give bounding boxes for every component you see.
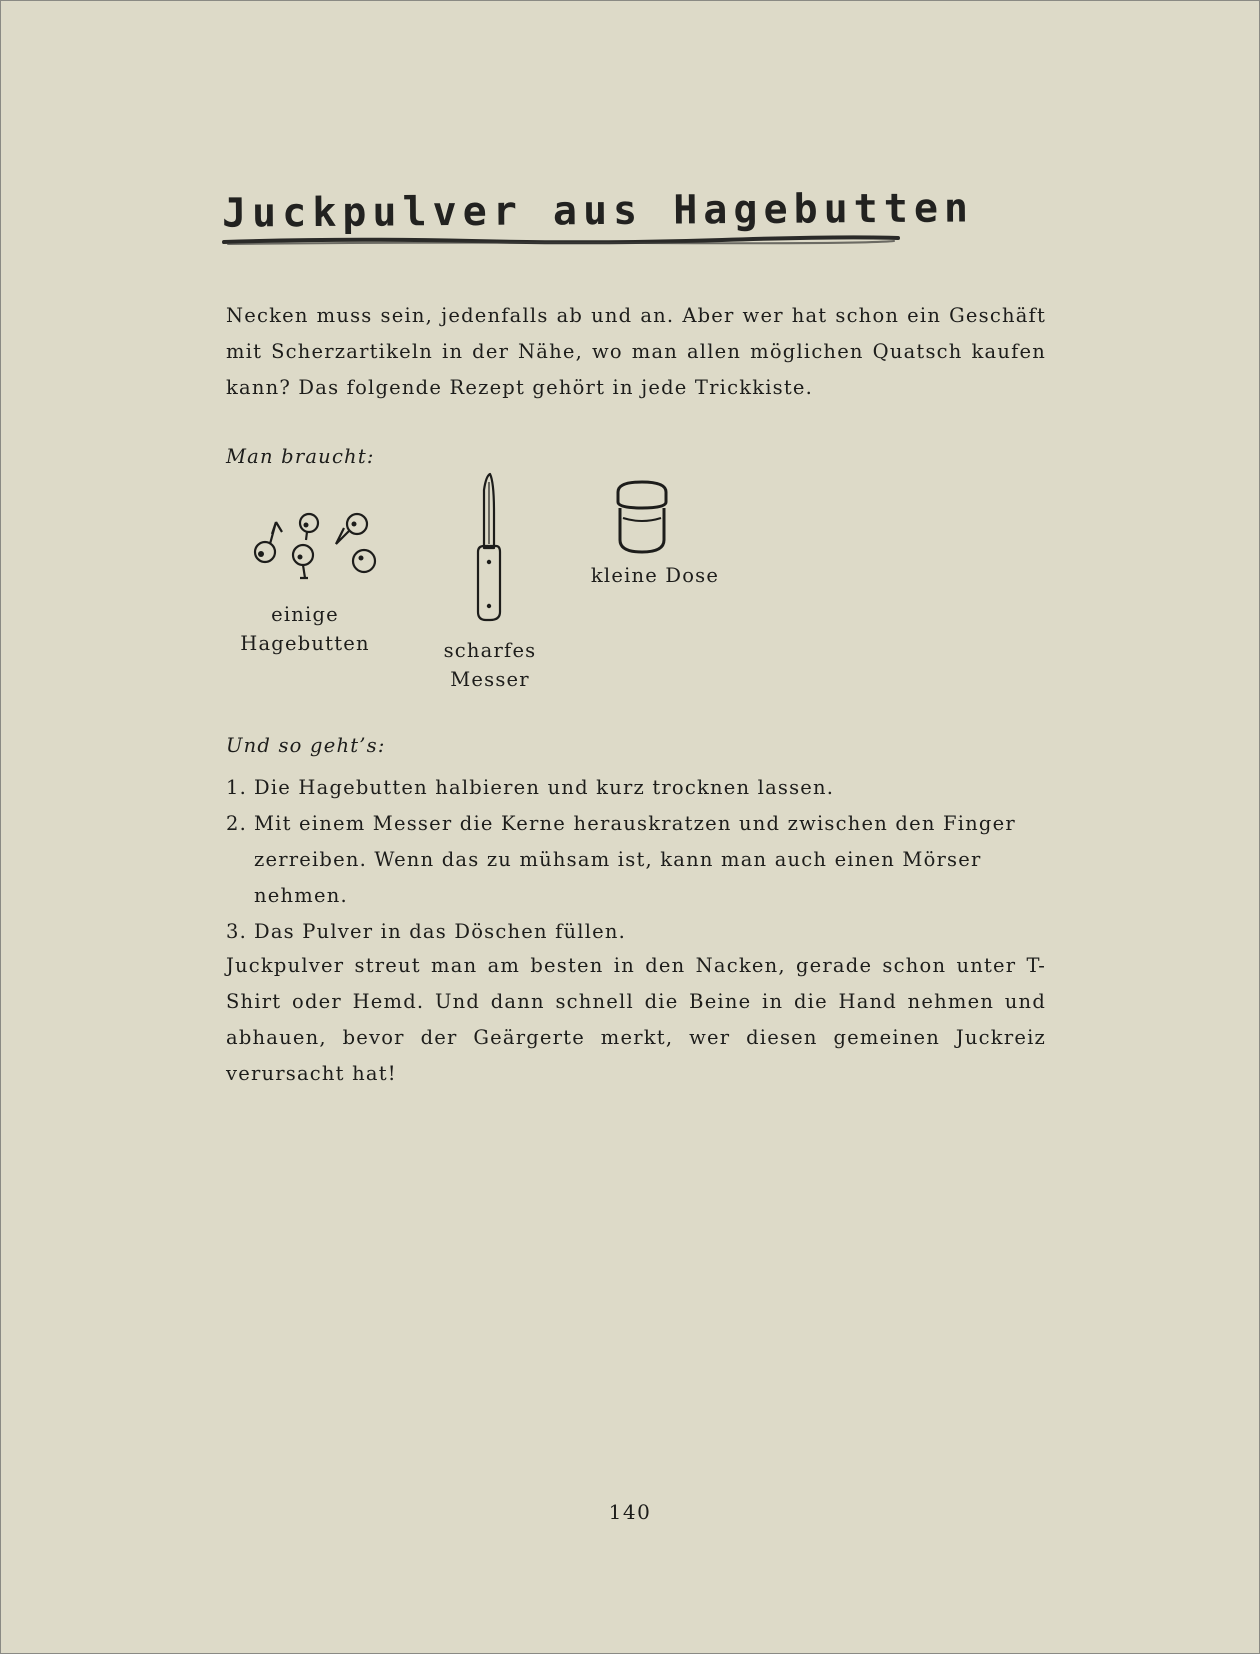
list-item <box>226 914 1056 950</box>
step-text: Die Hagebutten halbieren und kurz trocknen lassen. <box>254 776 835 799</box>
item-dose-caption <box>580 561 730 590</box>
messer-caption-line-2: Messer <box>450 668 530 691</box>
messer-caption-line-1: scharfes <box>443 639 537 662</box>
rosehips-icon <box>250 508 380 593</box>
title-underline <box>222 233 902 247</box>
step-number: 2. <box>226 812 248 835</box>
step-text: Das Pulver in das Döschen füllen. <box>254 920 627 943</box>
list-item <box>226 770 1056 806</box>
step-text: Mit einem Messer die Kerne herauskratzen und zwischen den Finger zerreiben. Wenn das zu mühsam ist, kann man auch einen Mörser nehmen. <box>254 812 1016 907</box>
page-number: 140 <box>608 1500 652 1524</box>
dose-caption: kleine Dose <box>590 564 720 587</box>
jar-icon <box>612 478 672 556</box>
hagebutten-caption-line-1: einige <box>271 603 339 626</box>
steps-label: Und so geht’s: <box>226 734 386 757</box>
list-item <box>226 806 1056 914</box>
outro-paragraph: Juckpulver streut man am besten in den Nacken, gerade schon unter T-Shirt oder Hemd. Und dann schnell die Beine in die Hand nehmen und abhauen, bevor der Geärgerte merkt, wer diesen gemeinen Juckreiz verursacht hat! <box>226 954 1046 1085</box>
steps-list <box>226 770 1056 950</box>
page-title: Juckpulver aus Hagebutten <box>221 185 975 237</box>
knife-icon <box>468 472 508 622</box>
intro-paragraph: Necken muss sein, jedenfalls ab und an. Aber wer hat schon ein Geschäft mit Scherzartikeln in der Nähe, wo man allen möglichen Quatsch kaufen kann? Das folgende Rezept gehört in jede Trickkiste. <box>226 304 1046 399</box>
needs-label: Man braucht: <box>226 445 375 468</box>
step-number: 3. <box>226 920 248 943</box>
title-block <box>221 185 975 268</box>
hagebutten-caption-line-2: Hagebutten <box>240 632 370 655</box>
item-hagebutten-caption <box>230 600 380 658</box>
item-messer-caption <box>420 636 560 694</box>
step-number: 1. <box>226 776 248 799</box>
